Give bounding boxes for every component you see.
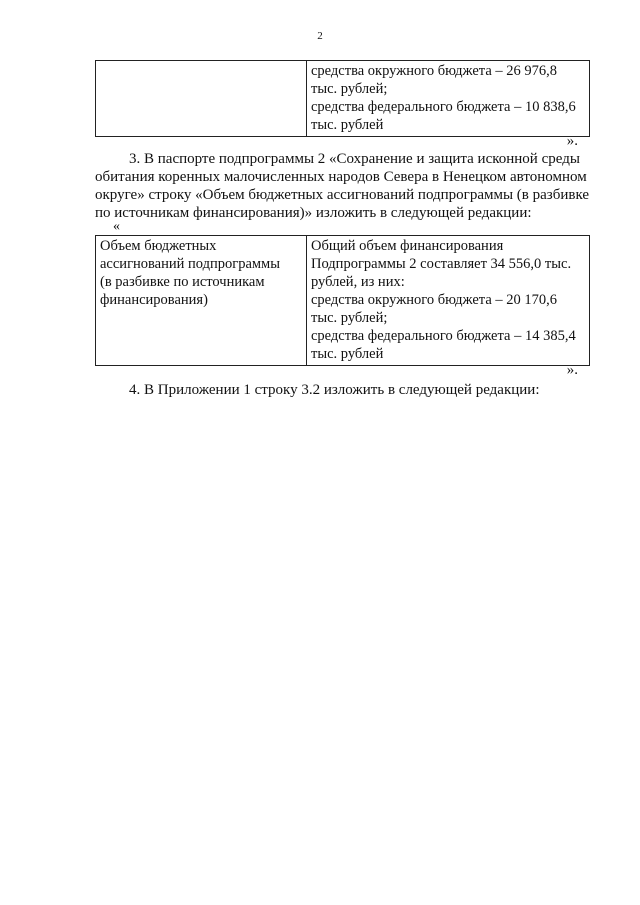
cell-line: тыс. рублей; <box>311 81 388 97</box>
cell-line: Общий объем финансирования <box>311 238 504 254</box>
page-number: 2 <box>317 30 323 42</box>
paragraph-line <box>95 150 588 168</box>
table-cell-right <box>307 61 590 137</box>
table-cell-left <box>96 236 307 366</box>
closing-quote: ». <box>566 133 578 149</box>
table-cell-left <box>96 61 307 137</box>
closing-quote: ». <box>566 362 578 378</box>
paragraph-line-text: 4. В Приложении 1 строку 3.2 изложить в следующей редакции: <box>129 382 540 398</box>
cell-line: ассигнований подпрограммы <box>100 256 280 272</box>
cell-line: средства федерального бюджета – 10 838,6 <box>311 99 576 115</box>
cell-line: Объем бюджетных <box>100 238 217 254</box>
paragraph-line <box>95 381 588 399</box>
table-cell-right <box>307 236 590 366</box>
cell-line: (в разбивке по источникам <box>100 274 265 290</box>
paragraph-line-text: 3. В паспорте подпрограммы 2 «Сохранение и защита исконной среды <box>129 151 580 167</box>
cell-line: рублей, из них: <box>311 274 405 290</box>
cell-line: средства окружного бюджета – 26 976,8 <box>311 63 558 79</box>
cell-line: финансирования) <box>100 292 208 308</box>
paragraph-3 <box>95 150 588 222</box>
opening-quote: « <box>113 219 120 234</box>
cell-line: средства окружного бюджета – 20 170,6 <box>311 292 558 308</box>
cell-line: Подпрограммы 2 составляет 34 556,0 тыс. <box>311 256 572 272</box>
cell-line: тыс. рублей; <box>311 310 388 326</box>
cell-line: средства федерального бюджета – 14 385,4 <box>311 328 576 344</box>
paragraph-line: округе» строку «Объем бюджетных ассигнований подпрограммы (в разбивке <box>95 187 590 203</box>
table-row <box>96 61 590 137</box>
budget-table-continuation <box>95 60 590 137</box>
paragraph-4 <box>95 381 588 399</box>
cell-line: тыс. рублей <box>311 346 384 362</box>
table-row <box>96 236 590 366</box>
cell-line: тыс. рублей <box>311 117 384 133</box>
budget-allocation-table <box>95 235 590 366</box>
paragraph-line: по источникам финансирования)» изложить в следующей редакции: <box>95 205 532 221</box>
paragraph-line: обитания коренных малочисленных народов Севера в Ненецком автономном <box>95 169 587 185</box>
